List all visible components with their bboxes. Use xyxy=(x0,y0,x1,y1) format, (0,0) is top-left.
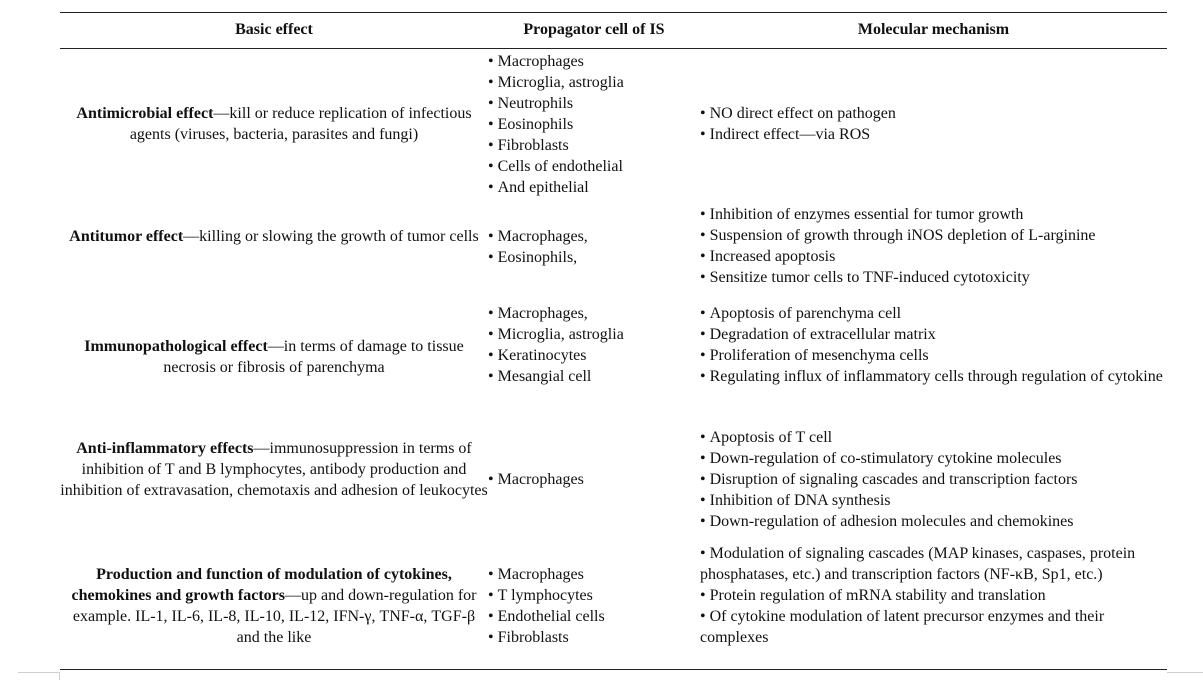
header-basic-effect: Basic effect xyxy=(235,21,313,38)
list-item: • Keratinocytes xyxy=(488,345,700,366)
list-item: • Down-regulation of adhesion molecules and chemokines xyxy=(700,511,1167,532)
list-item: • Inhibition of DNA synthesis xyxy=(700,490,1167,511)
list-item: • Cells of endothelial xyxy=(488,156,700,177)
table-header xyxy=(60,13,1167,49)
list-item: • Neutrophils xyxy=(488,93,700,114)
mechanism-list xyxy=(700,103,1167,145)
list-item: • Inhibition of enzymes essential for tumor growth xyxy=(700,204,1167,225)
effects-table xyxy=(60,12,1167,670)
list-item: • Fibroblasts xyxy=(488,627,700,648)
list-item: • Macrophages xyxy=(488,469,700,490)
list-item: • Proliferation of mesenchyma cells xyxy=(700,345,1167,366)
mechanism-list xyxy=(700,303,1167,387)
list-item: • Down-regulation of co-stimulatory cytokine molecules xyxy=(700,448,1167,469)
list-item: • Macrophages xyxy=(488,51,700,72)
header-propagator-cell: Propagator cell of IS xyxy=(523,21,665,38)
list-item: • Indirect effect—via ROS xyxy=(700,124,1167,145)
list-item: • Increased apoptosis xyxy=(700,246,1167,267)
effect-cell xyxy=(60,336,488,378)
list-item: • And epithelial xyxy=(488,177,700,198)
effect-title: Production and function of modulation of cytokines, chemokines and growth factors xyxy=(71,566,452,604)
list-item: • Macrophages, xyxy=(488,303,700,324)
list-item: • Mesangial cell xyxy=(488,366,700,387)
left-margin-line xyxy=(59,672,60,680)
effect-description: —killing or slowing the growth of tumor cells xyxy=(183,228,479,245)
effect-cell xyxy=(60,226,488,247)
effect-description: —in terms of damage to tissue necrosis or fibrosis of parenchyma xyxy=(163,338,464,376)
effect-title: Antitumor effect xyxy=(69,228,184,245)
list-item: • Microglia, astroglia xyxy=(488,72,700,93)
list-item: • Degradation of extracellular matrix xyxy=(700,324,1167,345)
header-molecular-mechanism: Molecular mechanism xyxy=(857,21,1010,38)
effect-cell xyxy=(60,103,488,145)
effect-description: —immunosuppression in terms of inhibition of T and B lymphocytes, antibody production and inhibition of extravasation, chemotaxis and adhesion of leukocytes xyxy=(60,440,488,499)
effect-cell xyxy=(60,564,488,648)
bottom-right-margin-line xyxy=(1167,672,1203,673)
list-item: • Suspension of growth through iNOS depletion of L-arginine xyxy=(700,225,1167,246)
list-item: • Protein regulation of mRNA stability and translation xyxy=(700,585,1167,606)
list-item: • Sensitize tumor cells to TNF-induced cytotoxicity xyxy=(700,267,1167,288)
list-item: • Eosinophils, xyxy=(488,247,700,268)
list-item: • Macrophages, xyxy=(488,226,700,247)
effect-description: —kill or reduce replication of infectious agents (viruses, bacteria, parasites and fungi) xyxy=(129,105,472,143)
mechanism-list xyxy=(700,427,1167,532)
list-item: • Of cytokine modulation of latent precursor enzymes and their complexes xyxy=(700,606,1167,648)
list-item: • Eosinophils xyxy=(488,114,700,135)
list-item: • Apoptosis of parenchyma cell xyxy=(700,303,1167,324)
mechanism-list xyxy=(700,204,1167,288)
effect-cell xyxy=(60,438,488,501)
list-item: • Disruption of signaling cascades and transcription factors xyxy=(700,469,1167,490)
list-item: • Modulation of signaling cascades (MAP kinases, caspases, protein phosphatases, etc.) and transcription factors (NF-κB, Sp1, etc.) xyxy=(700,543,1167,585)
list-item: • NO direct effect on pathogen xyxy=(700,103,1167,124)
list-item: • Fibroblasts xyxy=(488,135,700,156)
effect-title: Antimicrobial effect xyxy=(76,105,214,122)
bottom-left-margin-line xyxy=(18,672,60,673)
mechanism-list xyxy=(700,543,1167,648)
propagator-cell-list xyxy=(488,564,700,648)
propagator-cell-list xyxy=(488,226,700,268)
list-item: • Macrophages xyxy=(488,564,700,585)
list-item: • Regulating influx of inflammatory cells through regulation of cytokine xyxy=(700,366,1167,387)
propagator-cell-list xyxy=(488,303,700,387)
propagator-cell-list xyxy=(488,51,700,198)
effect-title: Immunopathological effect xyxy=(84,338,268,355)
propagator-cell-list xyxy=(488,469,700,490)
list-item: • T lymphocytes xyxy=(488,585,700,606)
list-item: • Apoptosis of T cell xyxy=(700,427,1167,448)
effect-description: —up and down-regulation for example. IL-1, IL-6, IL-8, IL-10, IL-12, IFN-γ, TNF-α, TGF-β and the like xyxy=(72,587,477,646)
list-item: • Microglia, astroglia xyxy=(488,324,700,345)
list-item: • Endothelial cells xyxy=(488,606,700,627)
effect-title: Anti-inflammatory effects xyxy=(76,440,254,457)
